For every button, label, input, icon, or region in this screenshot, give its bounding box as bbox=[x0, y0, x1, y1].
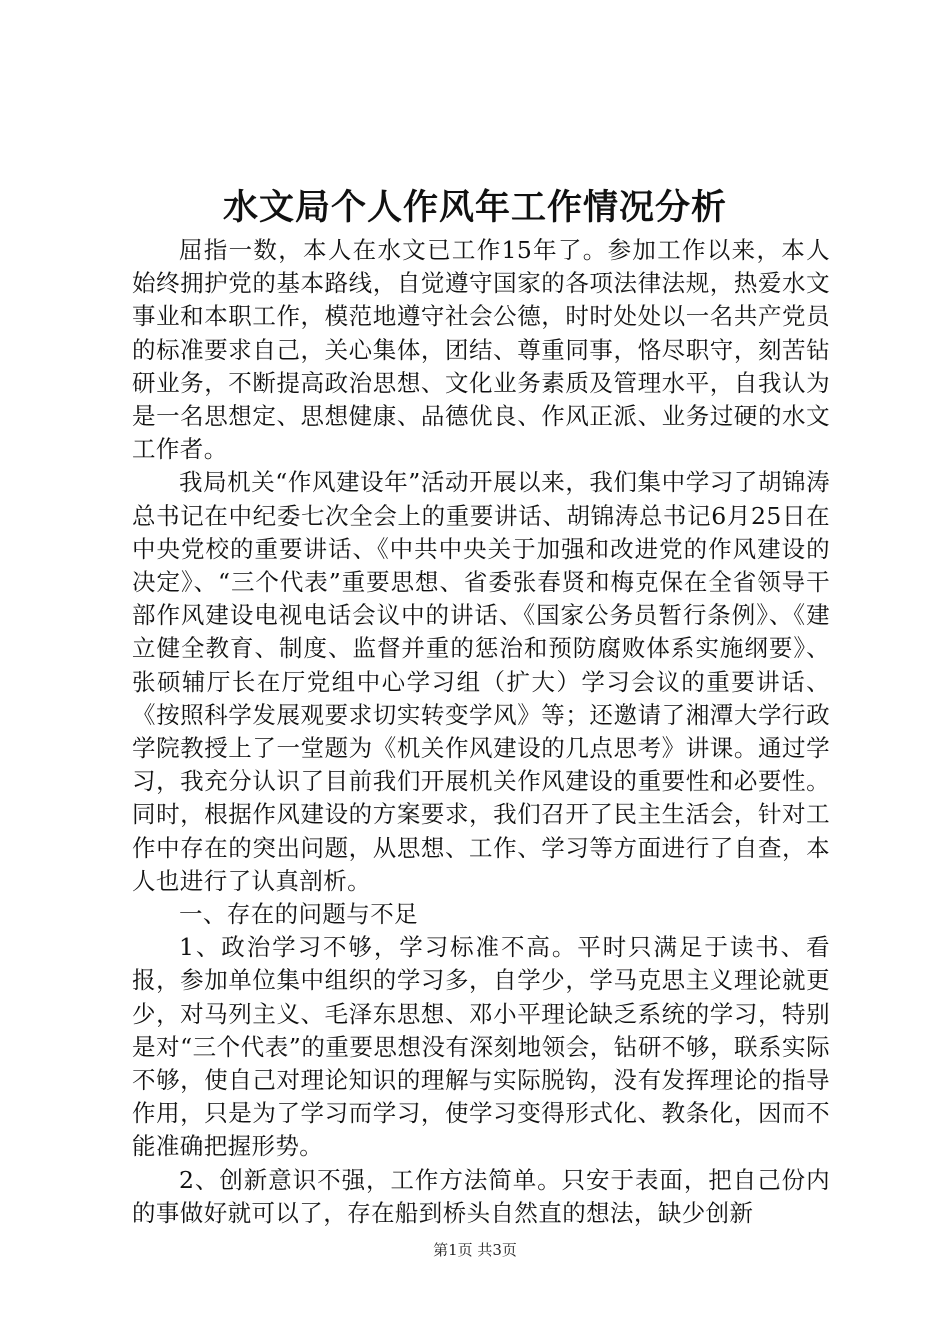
paragraph-problem-2: 2、创新意识不强，工作方法简单。只安于表面，把自己份内的事做好就可以了，存在船到桥头自然直的想法，缺少创新 bbox=[132, 1165, 830, 1227]
paragraph-problem-1: 1、政治学习不够，学习标准不高。平时只满足于读书、看报，参加单位集中组织的学习多，自学少，学马克思主义理论就更少，对马列主义、毛泽东思想、邓小平理论缺乏系统的学习，特别是对“三个代表”的重要思想没有深刻地领会，钻研不够，联系实际不够，使自己对理论知识的理解与实际脱钩，没有发挥理论的指导作用，只是为了学习而学习，使学习变得形式化、教条化，因而不能准确把握形势。 bbox=[132, 933, 830, 1161]
section-heading-problems: 一、存在的问题与不足 bbox=[179, 900, 418, 929]
document-title: 水文局个人作风年工作情况分析 bbox=[222, 188, 727, 228]
document-body bbox=[132, 234, 830, 1230]
page-number-footer: 第1页 共3页 bbox=[433, 1241, 517, 1259]
paragraph-intro: 屈指一数，本人在水文已工作15年了。参加工作以来，本人始终拥护党的基本路线，自觉遵守国家的各项法律法规，热爱水文事业和本职工作，模范地遵守社会公德，时时处处以一名共产党员的标准要求自己，关心集体，团结、尊重同事，恪尽职守，刻苦钻研业务，不断提高政治思想、文化业务素质及管理水平，自我认为是一名思想定、思想健康、品德优良、作风正派、业务过硬的水文工作者。 bbox=[132, 236, 830, 464]
paragraph-study-activities: 我局机关“作风建设年”活动开展以来，我们集中学习了胡锦涛总书记在中纪委七次全会上的重要讲话、胡锦涛总书记6月25日在中央党校的重要讲话、《中共中央关于加强和改进党的作风建设的决定》、“三个代表”重要思想、省委张春贤和梅克保在全省领导干部作风建设电视电话会议中的讲话、《国家公务员暂行条例》、《建立健全教育、制度、监督并重的惩治和预防腐败体系实施纲要》、张硕辅厅长在厅党组中心学习组（扩大）学习会议的重要讲话、《按照科学发展观要求切实转变学风》等；还邀请了湘潭大学行政学院教授上了一堂题为《机关作风建设的几点思考》讲课。通过学习，我充分认识了目前我们开展机关作风建设的重要性和必要性。同时，根据作风建设的方案要求，我们召开了民主生活会，针对工作中存在的突出问题，从思想、工作、学习等方面进行了自查，本人也进行了认真剖析。 bbox=[132, 468, 830, 895]
